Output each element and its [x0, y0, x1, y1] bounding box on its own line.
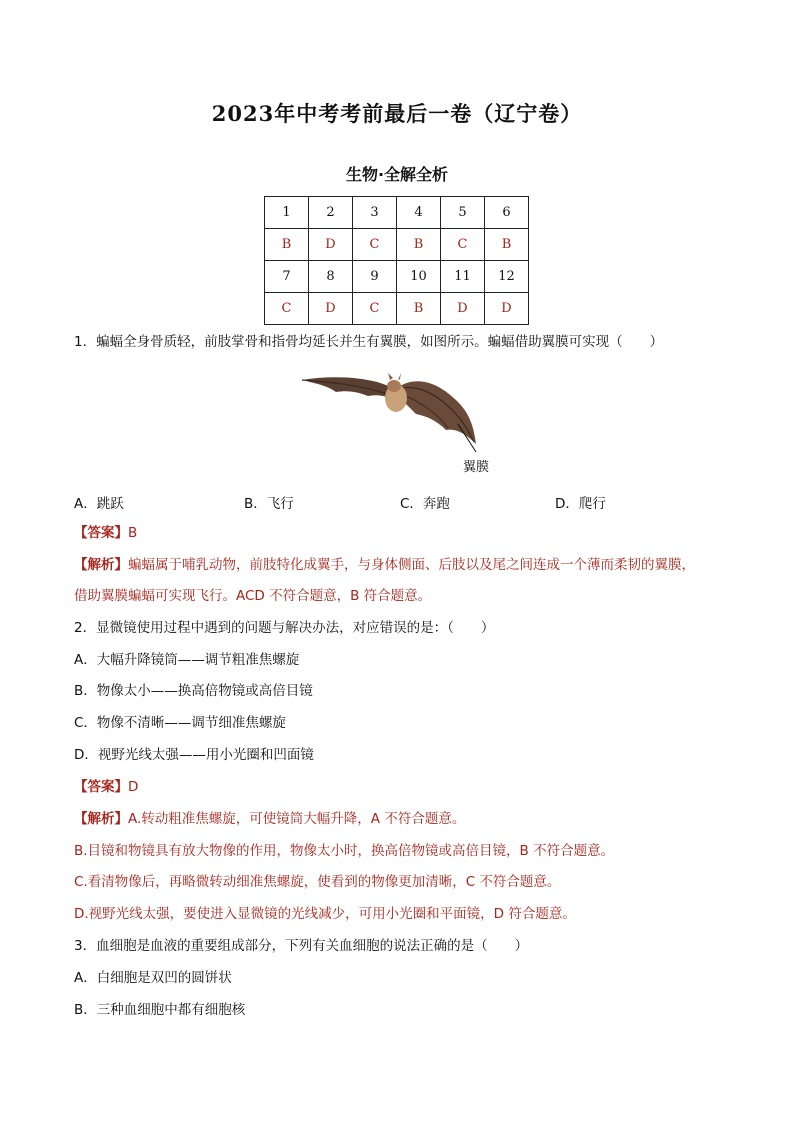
q1-option-c: C．奔跑 [400, 496, 450, 512]
analysis-text: 蝙蝠属于哺乳动物，前肢特化成翼手，与身体侧面、后肢以及尾之间连成一个薄而柔韧的翼膜， [128, 557, 695, 573]
table-row [265, 261, 529, 293]
answer-value: D [128, 779, 139, 795]
answer-tag: 【答案】 [74, 779, 128, 795]
page-title: 2023年中考考前最后一卷（辽宁卷） [211, 101, 583, 126]
table-cell: 12 [485, 261, 529, 293]
q2-option-a: A．大幅升降镜筒——调节粗准焦螺旋 [74, 652, 300, 668]
q1-option-d: D．爬行 [555, 496, 606, 512]
table-cell: 10 [397, 261, 441, 293]
figure-label: 翼膜 [463, 460, 490, 475]
table-cell: D [309, 293, 353, 325]
table-cell: B [265, 229, 309, 261]
q2-analysis-line-3: C.看清物像后，再略微转动细准焦螺旋，使看到的物像更加清晰，C 不符合题意。 [74, 874, 561, 890]
q2-answer [74, 777, 138, 797]
table-cell: 2 [309, 197, 353, 229]
q2-analysis-line-1 [74, 809, 465, 829]
table-cell: B [397, 293, 441, 325]
q2-stem: 2．显微镜使用过程中遇到的问题与解决办法，对应错误的是：（ ） [74, 620, 495, 636]
table-cell: C [265, 293, 309, 325]
analysis-text: A.转动粗准焦螺旋，可使镜筒大幅升降，A 不符合题意。 [128, 811, 466, 827]
q3-stem: 3．血细胞是血液的重要组成部分，下列有关血细胞的说法正确的是（ ） [74, 938, 529, 954]
q1-option-b: B．飞行 [244, 496, 294, 512]
q1-analysis-line-2: 借助翼膜蝙蝠可实现飞行。ACD 不符合题意，B 符合题意。 [74, 588, 432, 604]
q1-answer [74, 523, 137, 543]
table-cell: C [441, 229, 485, 261]
table-cell: B [397, 229, 441, 261]
analysis-tag: 【解析】 [74, 811, 128, 827]
table-cell: 1 [265, 197, 309, 229]
table-cell: D [485, 293, 529, 325]
table-cell: 5 [441, 197, 485, 229]
table-row [265, 197, 529, 229]
q1-option-a: A．跳跃 [74, 496, 124, 512]
table-cell: 6 [485, 197, 529, 229]
table-cell: C [353, 229, 397, 261]
table-cell: 4 [397, 197, 441, 229]
table-cell: 9 [353, 261, 397, 293]
answer-value: B [128, 525, 138, 541]
table-row [265, 293, 529, 325]
q3-option-a: A．白细胞是双凹的圆饼状 [74, 970, 232, 986]
table-cell: 8 [309, 261, 353, 293]
table-cell: C [353, 293, 397, 325]
answer-table [264, 196, 529, 325]
page-subtitle: 生物·全解全析 [345, 165, 449, 184]
q3-option-b: B．三种血细胞中都有细胞核 [74, 1002, 246, 1018]
table-row [265, 229, 529, 261]
table-cell: D [441, 293, 485, 325]
q1-analysis-line-1 [74, 555, 695, 575]
table-cell: 7 [265, 261, 309, 293]
table-cell: 3 [353, 197, 397, 229]
q2-option-b: B．物像太小——换高倍物镜或高倍目镜 [74, 683, 313, 699]
table-cell: D [309, 229, 353, 261]
answer-tag: 【答案】 [74, 525, 128, 541]
q2-analysis-line-4: D.视野光线太强，要使进入显微镜的光线减少，可用小光圈和平面镜，D 符合题意。 [74, 906, 576, 922]
q1-stem: 1．蝙蝠全身骨质轻，前肢掌骨和指骨均延长并生有翼膜，如图所示。蝙蝠借助翼膜可实现（ ） [74, 334, 664, 350]
q2-analysis-line-2: B.目镜和物镜具有放大物像的作用，物像太小时，换高倍物镜或高倍目镜，B 不符合题意。 [74, 843, 615, 859]
table-cell: 11 [441, 261, 485, 293]
q2-option-d: D．视野光线太强——用小光圈和凹面镜 [74, 747, 314, 763]
analysis-tag: 【解析】 [74, 557, 128, 573]
q2-option-c: C．物像不清晰——调节细准焦螺旋 [74, 715, 286, 731]
table-cell: B [485, 229, 529, 261]
